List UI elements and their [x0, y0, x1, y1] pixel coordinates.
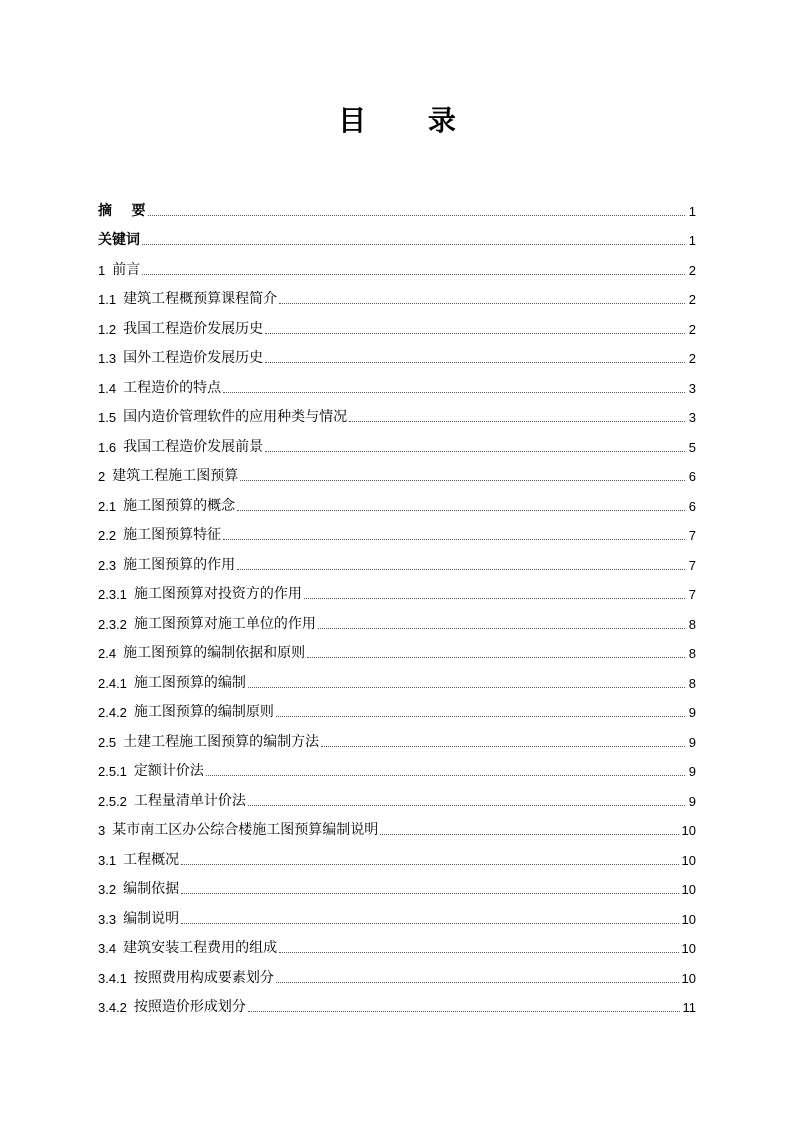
toc-page-number: 2	[688, 351, 696, 366]
toc-entry-number: 2.3.2	[98, 616, 127, 632]
toc-entry[interactable]	[98, 220, 696, 250]
toc-entry-title: 摘 要	[98, 202, 146, 219]
toc-entry-title: 施工图预算特征	[123, 527, 222, 543]
toc-entry[interactable]	[98, 928, 696, 958]
toc-entry-title: 定额计价法	[133, 763, 204, 779]
toc-entry[interactable]	[98, 898, 696, 928]
toc-page-number: 1	[688, 203, 696, 219]
toc-page-number: 6	[688, 469, 696, 484]
toc-entry[interactable]	[98, 338, 696, 368]
toc-page-number: 3	[688, 410, 696, 425]
toc-entry[interactable]	[98, 397, 696, 427]
toc-entry-number: 1.3	[98, 351, 117, 366]
toc-entry-number: 2.2	[98, 528, 117, 543]
toc-entry-title: 国外工程造价发展历史	[123, 350, 264, 366]
toc-entry-number: 3.1	[98, 852, 117, 868]
toc-page-number: 9	[688, 705, 696, 720]
toc-entry[interactable]	[98, 426, 696, 456]
toc-entry[interactable]	[98, 367, 696, 397]
toc-page-number: 9	[688, 793, 696, 809]
toc-entry[interactable]	[98, 515, 696, 545]
toc-entry-number: 2.4	[98, 646, 117, 661]
toc-leader-dots	[237, 510, 685, 511]
toc-entry-title: 某市南工区办公综合楼施工图预算编制说明	[112, 822, 379, 838]
toc-leader-dots	[307, 657, 685, 658]
toc-entry-title: 关键词	[98, 232, 140, 248]
toc-entry-title: 工程概况	[123, 851, 180, 868]
toc-entry[interactable]	[98, 485, 696, 515]
toc-page-number: 10	[681, 911, 696, 927]
toc-leader-dots	[181, 893, 678, 894]
toc-leader-dots	[265, 451, 685, 452]
toc-leader-dots	[223, 392, 685, 393]
page-title: 目 录	[338, 104, 482, 137]
toc-leader-dots	[265, 362, 685, 363]
toc-leader-dots	[223, 539, 685, 540]
toc-leader-dots	[181, 864, 678, 865]
toc-leader-dots	[380, 834, 678, 835]
toc-leader-dots	[265, 333, 685, 334]
toc-entry-number: 1.2	[98, 321, 117, 337]
toc-entry-number: 2.5.2	[98, 793, 127, 809]
toc-page-number: 10	[681, 852, 696, 868]
toc-leader-dots	[248, 687, 685, 688]
toc-entry-number: 3	[98, 823, 106, 838]
toc-entry-number: 1	[98, 262, 106, 278]
toc-entry-title: 我国工程造价发展历史	[123, 320, 264, 337]
toc-page-number: 10	[681, 970, 696, 986]
toc-entry[interactable]	[98, 780, 696, 810]
toc-entry-number: 2.4.2	[98, 705, 127, 720]
toc-entry-number: 3.3	[98, 911, 117, 927]
toc-entry[interactable]	[98, 721, 696, 751]
toc-entry[interactable]	[98, 957, 696, 987]
toc-page-number: 10	[681, 941, 696, 956]
toc-entry[interactable]	[98, 987, 696, 1017]
toc-entry-number: 3.4.2	[98, 1000, 127, 1015]
toc-entry-title: 编制说明	[123, 910, 180, 927]
toc-entry-title: 施工图预算的概念	[123, 497, 236, 514]
toc-page-number: 2	[688, 321, 696, 337]
toc-leader-dots	[148, 215, 686, 216]
toc-entry-number: 2.5.1	[98, 764, 127, 779]
toc-leader-dots	[321, 746, 685, 747]
toc-entry[interactable]	[98, 249, 696, 279]
toc-entry-title: 工程造价的特点	[123, 379, 222, 396]
toc-entry-number: 2.3.1	[98, 587, 127, 602]
toc-leader-dots	[248, 805, 685, 806]
toc-entry-number: 1.4	[98, 380, 117, 396]
toc-entry-title: 我国工程造价发展前景	[123, 438, 264, 455]
toc-page-number: 8	[688, 646, 696, 661]
toc-entry-title: 按照造价形成划分	[133, 999, 246, 1015]
toc-leader-dots	[206, 775, 685, 776]
toc-entry-title: 施工图预算对投资方的作用	[133, 586, 302, 602]
toc-entry-title: 施工图预算的编制依据和原则	[123, 645, 306, 661]
toc-leader-dots	[240, 480, 685, 481]
toc-page-number: 7	[688, 587, 696, 602]
toc-page-number: 1	[688, 233, 696, 248]
toc-entry[interactable]	[98, 662, 696, 692]
toc-entry-number: 3.4	[98, 941, 117, 956]
toc-page-number: 2	[688, 262, 696, 278]
toc-entry-number: 1.6	[98, 439, 117, 455]
toc-entry-number: 2.1	[98, 498, 117, 514]
toc-page-number: 2	[688, 292, 696, 307]
toc-entry[interactable]	[98, 751, 696, 781]
toc-entry-title: 建筑安装工程费用的组成	[123, 940, 278, 956]
toc-entry[interactable]	[98, 692, 696, 722]
toc-leader-dots	[279, 952, 678, 953]
toc-entry-number: 2.5	[98, 734, 117, 750]
toc-page-number: 6	[688, 498, 696, 514]
toc-leader-dots	[237, 569, 685, 570]
toc-entry-title: 建筑工程施工图预算	[112, 468, 239, 484]
toc-entry[interactable]	[98, 603, 696, 633]
toc-entry[interactable]	[98, 839, 696, 869]
toc-entry-title: 工程量清单计价法	[133, 792, 246, 809]
toc-page-number: 8	[688, 616, 696, 632]
toc-leader-dots	[318, 628, 685, 629]
toc-page-number: 3	[688, 380, 696, 396]
toc-entry-title: 按照费用构成要素划分	[133, 969, 274, 986]
toc-entry-number: 2.3	[98, 557, 117, 573]
toc-leader-dots	[181, 923, 678, 924]
toc-entry[interactable]	[98, 633, 696, 663]
toc-entry-number: 1.1	[98, 292, 117, 307]
toc-entry-number: 3.2	[98, 882, 117, 897]
toc-page-number: 9	[688, 764, 696, 779]
toc-page-number: 10	[681, 882, 696, 897]
toc-entry-title: 编制依据	[123, 881, 180, 897]
toc-entry-title: 土建工程施工图预算的编制方法	[123, 733, 320, 750]
toc-entry[interactable]	[98, 456, 696, 486]
toc-leader-dots	[349, 421, 685, 422]
toc-page-number: 7	[688, 528, 696, 543]
toc-entry-title: 施工图预算的作用	[123, 556, 236, 573]
toc-entry-title: 施工图预算对施工单位的作用	[133, 615, 316, 632]
table-of-contents	[98, 190, 696, 1016]
toc-page-number: 7	[688, 557, 696, 573]
toc-entry[interactable]	[98, 869, 696, 899]
toc-entry-number: 3.4.1	[98, 970, 127, 986]
toc-entry[interactable]	[98, 574, 696, 604]
toc-entry-title: 国内造价管理软件的应用种类与情况	[123, 409, 348, 425]
toc-entry-title: 前言	[112, 261, 141, 278]
toc-entry-title: 施工图预算的编制	[133, 674, 246, 691]
toc-entry[interactable]	[98, 308, 696, 338]
toc-leader-dots	[276, 982, 679, 983]
toc-page-number: 5	[688, 439, 696, 455]
toc-page-number: 9	[688, 734, 696, 750]
toc-leader-dots	[142, 244, 685, 245]
toc-leader-dots	[304, 598, 685, 599]
toc-entry-number: 1.5	[98, 410, 117, 425]
toc-entry[interactable]	[98, 810, 696, 840]
toc-leader-dots	[248, 1011, 680, 1012]
toc-page-number: 8	[688, 675, 696, 691]
toc-page-number: 11	[682, 1000, 696, 1015]
toc-entry-number: 2	[98, 469, 106, 484]
toc-entry-number: 2.4.1	[98, 675, 127, 691]
toc-entry[interactable]	[98, 279, 696, 309]
toc-entry-title: 施工图预算的编制原则	[133, 704, 274, 720]
toc-entry[interactable]	[98, 544, 696, 574]
toc-page-number: 10	[681, 823, 696, 838]
toc-leader-dots	[279, 303, 685, 304]
toc-leader-dots	[276, 716, 685, 717]
toc-entry[interactable]	[98, 190, 696, 220]
toc-leader-dots	[142, 274, 685, 275]
toc-entry-title: 建筑工程概预算课程简介	[123, 291, 278, 307]
